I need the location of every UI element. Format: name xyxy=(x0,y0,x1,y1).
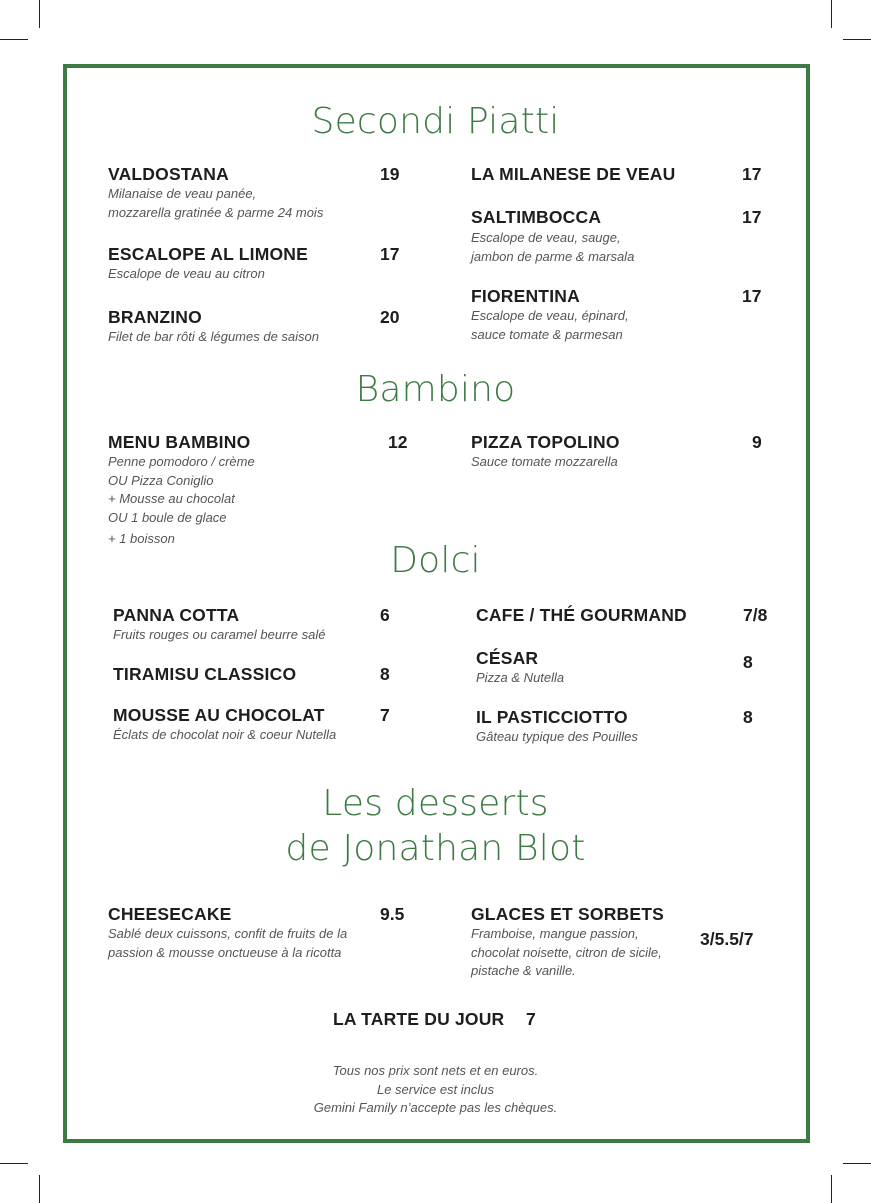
item-price-fiorentina: 17 xyxy=(742,286,762,306)
item-desc-cheesecake: Sablé deux cuissons, confit de fruits de la passion & mousse onctueuse à la ricotta xyxy=(108,926,348,960)
item-extra-menu-bambino: + 1 boisson xyxy=(108,531,175,546)
item-name-cesar: CÉSAR xyxy=(476,648,539,668)
item-name-cafe-gourmand: CAFE / THÉ GOURMAND xyxy=(476,605,687,625)
menu-border xyxy=(63,64,810,1143)
item-price-cafe-gourmand: 7/8 xyxy=(743,605,768,625)
item-name-pasticciotto: IL PASTICCIOTTO xyxy=(476,707,628,727)
item-desc-panna-cotta: Fruits rouges ou caramel beurre salé xyxy=(113,627,326,642)
item-name-fiorentina: FIORENTINA xyxy=(471,286,580,306)
section-title-bambino: Bambino xyxy=(355,369,516,410)
item-desc-mousse: Éclats de chocolat noir & coeur Nutella xyxy=(113,727,337,742)
item-price-menu-bambino: 12 xyxy=(388,432,408,452)
item-desc-fiorentina: Escalope de veau, épinard, sauce tomate & parmesan xyxy=(471,308,629,342)
item-price-saltimbocca: 17 xyxy=(742,207,762,227)
item-name-tarte: LA TARTE DU JOUR xyxy=(333,1009,505,1029)
item-desc-escalope: Escalope de veau au citron xyxy=(108,266,265,281)
footer-note: Tous nos prix sont nets et en euros. Le service est inclus Gemini Family n’accepte pas les chèques. xyxy=(313,1063,558,1115)
section-title-secondi: Secondi Piatti xyxy=(311,101,560,142)
crop-mark xyxy=(0,1163,28,1164)
item-price-branzino: 20 xyxy=(380,307,400,327)
item-desc-cesar: Pizza & Nutella xyxy=(476,670,565,685)
item-desc-branzino: Filet de bar rôti & légumes de saison xyxy=(108,329,319,344)
item-price-panna-cotta: 6 xyxy=(380,605,390,625)
item-desc-glaces: Framboise, mangue passion, chocolat noisette, citron de sicile, pistache & vanille. xyxy=(471,926,662,978)
item-price-tarte: 7 xyxy=(526,1009,536,1029)
section-title-desserts-line1: Les desserts xyxy=(322,783,549,824)
item-name-saltimbocca: SALTIMBOCCA xyxy=(471,207,602,227)
item-name-tiramisu: TIRAMISU CLASSICO xyxy=(113,664,297,684)
item-name-topolino: PIZZA TOPOLINO xyxy=(471,432,620,452)
item-name-escalope: ESCALOPE AL LIMONE xyxy=(108,244,309,264)
crop-mark xyxy=(831,0,832,28)
item-name-cheesecake: CHEESECAKE xyxy=(108,904,232,924)
item-name-glaces: GLACES ET SORBETS xyxy=(471,904,665,924)
item-name-valdostana: VALDOSTANA xyxy=(108,164,229,184)
item-desc-valdostana: Milanaise de veau panée, mozzarella gratinée & parme 24 mois xyxy=(108,186,324,220)
item-name-panna-cotta: PANNA COTTA xyxy=(113,605,240,625)
crop-mark xyxy=(0,39,28,40)
item-desc-topolino: Sauce tomate mozzarella xyxy=(471,454,618,469)
crop-mark xyxy=(843,39,871,40)
crop-mark xyxy=(843,1163,871,1164)
crop-mark xyxy=(39,1175,40,1203)
item-desc-pasticciotto: Gâteau typique des Pouilles xyxy=(476,729,638,744)
item-price-escalope: 17 xyxy=(380,244,400,264)
item-price-topolino: 9 xyxy=(752,432,762,452)
section-title-dolci: Dolci xyxy=(390,540,481,581)
item-name-mousse: MOUSSE AU CHOCOLAT xyxy=(113,705,325,725)
item-price-tiramisu: 8 xyxy=(380,664,390,684)
section-title-desserts-line2: de Jonathan Blot xyxy=(285,828,586,869)
item-name-branzino: BRANZINO xyxy=(108,307,202,327)
item-desc-saltimbocca: Escalope de veau, sauge, jambon de parme & marsala xyxy=(471,230,635,264)
item-name-menu-bambino: MENU BAMBINO xyxy=(108,432,251,452)
item-name-milanese: LA MILANESE DE VEAU xyxy=(471,164,676,184)
crop-mark xyxy=(39,0,40,28)
item-price-cesar: 8 xyxy=(743,652,753,672)
item-desc-menu-bambino: Penne pomodoro / crème OU Pizza Coniglio + Mousse au chocolat OU 1 boule de glace xyxy=(108,454,255,525)
item-price-glaces: 3/5.5/7 xyxy=(700,929,754,949)
item-price-pasticciotto: 8 xyxy=(743,707,753,727)
item-price-cheesecake: 9.5 xyxy=(380,904,405,924)
crop-mark xyxy=(831,1175,832,1203)
item-price-mousse: 7 xyxy=(380,705,390,725)
item-price-milanese: 17 xyxy=(742,164,762,184)
item-price-valdostana: 19 xyxy=(380,164,400,184)
